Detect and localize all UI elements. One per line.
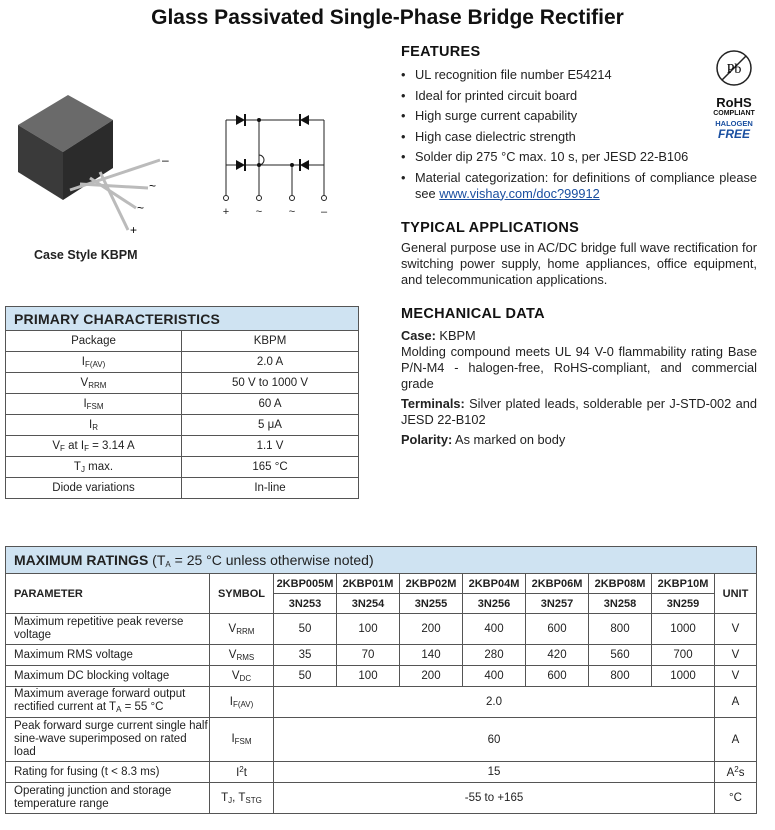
ratings-heading: MAXIMUM RATINGS ($T_A = 25$ °C unless otherwise noted): [6, 547, 757, 574]
table-row: Package KBPM: [6, 331, 359, 352]
lead-label: +: [130, 223, 138, 235]
list-item: • High surge current capability: [401, 108, 578, 123]
free-text: FREE: [717, 127, 750, 141]
table-row: $I_{F(AV)}$ 2.0 A: [6, 352, 359, 373]
table-row: Maximum RMS voltage $V_{RMS}$ 35 70 140 280 420 560 700 V: [6, 645, 757, 666]
list-item: • Solder dip 275 °C max. 10 s, per JESD 22-B106: [401, 149, 689, 164]
table-row: Maximum repetitive peak reverse voltage $V_{RRM}$ 50 100 200 400 600 800 1000 V: [6, 614, 757, 645]
mechanical-section: [401, 306, 757, 452]
terminals-line: Terminals: Silver plated leads, solderable per J-STD-002 and JESD 22-B102: [401, 396, 757, 427]
maximum-ratings-table: [5, 546, 757, 814]
table-row: Rating for fusing (t < 8.3 ms) $I^2t$ 15 $A^2s$: [6, 762, 757, 783]
table-row: $I_{FSM}$ 60 A: [6, 394, 359, 415]
primary-heading: PRIMARY CHARACTERISTICS: [6, 307, 359, 331]
svg-text:Pb: Pb: [726, 62, 742, 77]
features-section: [401, 44, 757, 202]
applications-section: [401, 220, 757, 288]
pin-ac-label: ~: [288, 206, 296, 218]
table-row: $V_F$ at $I_F = 3.14$ A 1.1 V: [6, 436, 359, 457]
lead-label: ~: [137, 201, 145, 215]
table-row: Maximum average forward output rectified current at $T_A = 55$ °C $I_{F(AV)}$ 2.0 A: [6, 687, 757, 718]
lead-label: –: [162, 153, 169, 167]
rohs-compliant-text: COMPLIANT: [713, 110, 755, 117]
table-row: $I_R$ 5 μA: [6, 415, 359, 436]
pin-plus-label: +: [222, 206, 230, 218]
case-style-label: Case Style KBPM: [34, 248, 138, 262]
compliance-link[interactable]: www.vishay.com/doc?99912: [439, 185, 600, 201]
primary-characteristics-table: [5, 306, 359, 499]
package-illustration: [8, 90, 178, 235]
table-header-row: 3N253 3N254 3N255 3N256 3N257 3N258 3N259: [6, 594, 757, 614]
list-item: • Material categorization: for definitions of compliance please see www.vishay.com/doc?99912: [401, 169, 757, 201]
features-list: [401, 65, 757, 202]
list-item: • UL recognition file number E54214: [401, 67, 612, 82]
pin-minus-label: –: [320, 206, 328, 218]
table-row: Diode variations In-line: [6, 478, 359, 499]
pin-ac-label: ~: [255, 206, 263, 218]
polarity-line: Polarity: As marked on body: [401, 432, 566, 447]
table-header-row: PARAMETER SYMBOL 2KBP005M 2KBP01M 2KBP02M 2KBP04M 2KBP06M 2KBP08M 2KBP10M UNIT: [6, 574, 757, 594]
list-item: • Ideal for printed circuit board: [401, 87, 578, 103]
page-title: Glass Passivated Single-Phase Bridge Rectifier: [151, 6, 624, 29]
rohs-text: RoHS: [716, 95, 752, 110]
applications-text: General purpose use in AC/DC bridge full wave rectification for switching power supply, home appliances, office equipment, and telecommunication applications.: [401, 240, 757, 287]
table-row: Maximum DC blocking voltage $V_{DC}$ 50 100 200 400 600 800 1000 V: [6, 666, 757, 687]
halogen-text: HALOGEN: [715, 119, 753, 128]
table-row: $T_J$ max. 165 °C: [6, 457, 359, 478]
bridge-schematic: [214, 110, 339, 220]
table-row: Operating junction and storage temperature range $T_J$, $T_{STG}$ -55 to +165 °C: [6, 783, 757, 814]
list-item: • High case dielectric strength: [401, 128, 576, 144]
applications-heading: TYPICAL APPLICATIONS: [401, 220, 580, 236]
features-heading: FEATURES: [401, 44, 481, 60]
lead-label: ~: [149, 179, 157, 193]
case-line: Case: KBPM: [401, 328, 476, 343]
table-row: $V_{RRM}$ 50 V to 1000 V: [6, 373, 359, 394]
mechanical-heading: MECHANICAL DATA: [401, 306, 545, 322]
molding-text: Molding compound meets UL 94 V-0 flammability rating Base P/N-M4 - halogen-free, RoHS-compliant, and commercial grade: [401, 344, 757, 391]
table-row: Peak forward surge current single half sine-wave superimposed on rated load $I_{FSM}$ 60 A: [6, 718, 757, 762]
